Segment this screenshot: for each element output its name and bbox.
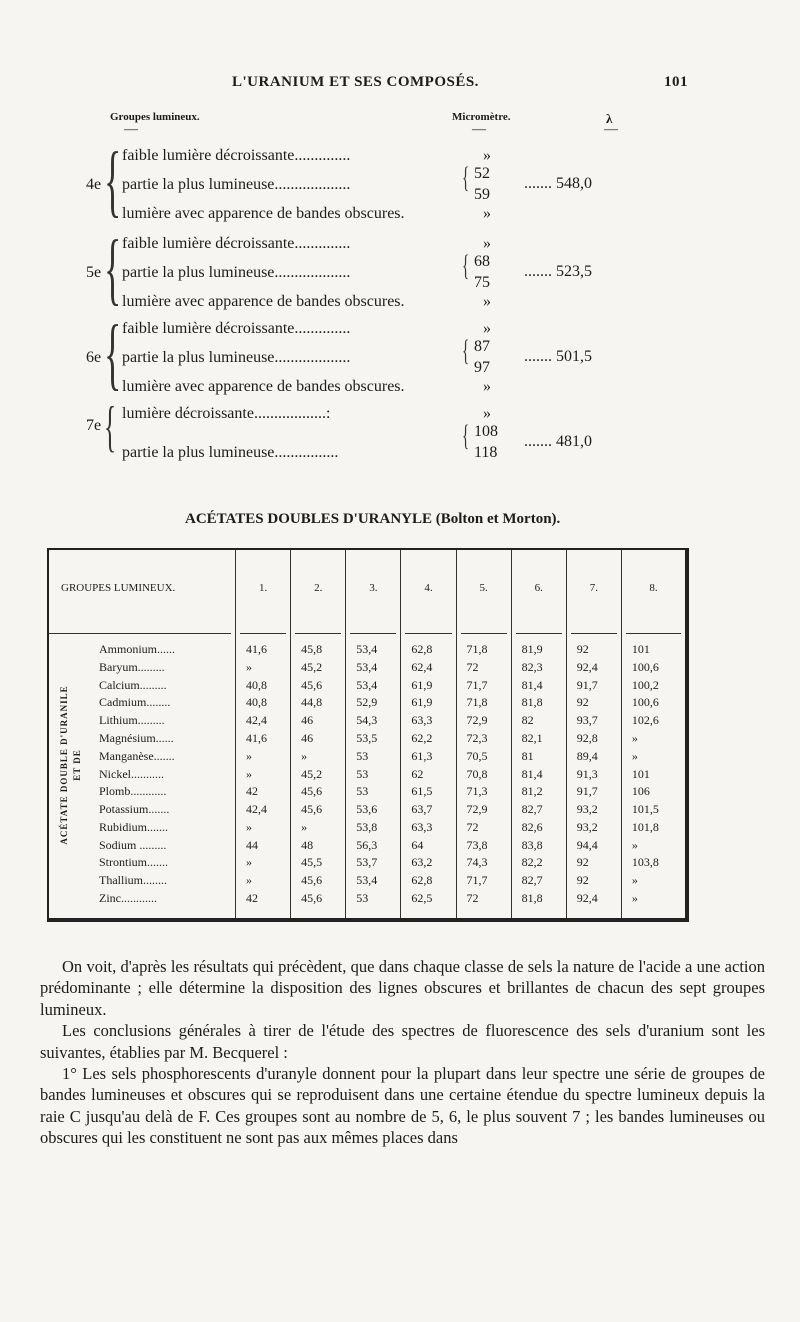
cell: 53,8 bbox=[346, 818, 401, 836]
cell: 53 bbox=[346, 890, 401, 908]
cell: 71,8 bbox=[456, 694, 511, 712]
cell: 83,8 bbox=[511, 836, 566, 854]
cell: 91,7 bbox=[566, 676, 621, 694]
group-number: 5e bbox=[86, 264, 102, 281]
cell: » bbox=[236, 854, 291, 872]
cell: 101,5 bbox=[621, 801, 685, 819]
cell: 101 bbox=[621, 765, 685, 783]
table-row bbox=[49, 730, 685, 748]
row-label: Ammonium...... bbox=[99, 642, 176, 657]
group-line: partie la plus lumineuse................... bbox=[122, 264, 351, 281]
cell: » bbox=[621, 872, 685, 890]
header-col-5: 5. bbox=[456, 550, 511, 626]
group-line: faible lumière décroissante.............. bbox=[122, 147, 351, 164]
cell: » bbox=[291, 747, 346, 765]
table-row bbox=[49, 712, 685, 730]
cell: 106 bbox=[621, 783, 685, 801]
cell: 92 bbox=[566, 872, 621, 890]
cell: 82,6 bbox=[511, 818, 566, 836]
cell: 53,4 bbox=[346, 658, 401, 676]
header-col-2: 2. bbox=[291, 550, 346, 626]
cell: » bbox=[236, 658, 291, 676]
cell: 101,8 bbox=[621, 818, 685, 836]
cell: 42 bbox=[236, 890, 291, 908]
cell: 53 bbox=[346, 765, 401, 783]
micrometre-value: » bbox=[483, 205, 491, 222]
cell: 72 bbox=[456, 890, 511, 908]
cell: 44 bbox=[236, 836, 291, 854]
cell: 45,6 bbox=[291, 801, 346, 819]
cell: 92,4 bbox=[566, 890, 621, 908]
micrometre-value: 52 bbox=[474, 165, 490, 182]
lambda-value: ....... 481,0 bbox=[524, 433, 592, 450]
paragraph: Les conclusions générales à tirer de l'étude des spectres de fluorescence des sels d'uranium sont les suivantes, établies par M. Becquerel : bbox=[40, 1021, 765, 1062]
cell: 62,8 bbox=[401, 872, 456, 890]
cell: 56,3 bbox=[346, 836, 401, 854]
cell: 93,7 bbox=[566, 712, 621, 730]
table-row bbox=[49, 676, 685, 694]
cell: 61,5 bbox=[401, 783, 456, 801]
cell: 101 bbox=[621, 641, 685, 659]
cell: 91,7 bbox=[566, 783, 621, 801]
cell: 45,2 bbox=[291, 765, 346, 783]
cell: 63,3 bbox=[401, 712, 456, 730]
cell: 81 bbox=[511, 747, 566, 765]
cell: 45,8 bbox=[291, 641, 346, 659]
side-label-line1: ACÉTATE DOUBLE D'URANILE bbox=[59, 685, 69, 845]
cell: 92,8 bbox=[566, 730, 621, 748]
group-line: lumière avec apparence de bandes obscures. bbox=[122, 293, 405, 310]
micrometre-value: » bbox=[483, 147, 491, 164]
cell: 42,4 bbox=[236, 712, 291, 730]
cell: 41,6 bbox=[236, 641, 291, 659]
cell: 81,4 bbox=[511, 676, 566, 694]
cell: 72 bbox=[456, 818, 511, 836]
cell: 42 bbox=[236, 783, 291, 801]
header-col-3: 3. bbox=[346, 550, 401, 626]
header-col-7: 7. bbox=[566, 550, 621, 626]
cell: 45,6 bbox=[291, 890, 346, 908]
cell: 62,2 bbox=[401, 730, 456, 748]
group-line: lumière avec apparence de bandes obscures. bbox=[122, 205, 405, 222]
cell: 92,4 bbox=[566, 658, 621, 676]
dash: — bbox=[124, 122, 138, 137]
cell: 70,5 bbox=[456, 747, 511, 765]
cell: » bbox=[291, 818, 346, 836]
cell: 45,5 bbox=[291, 854, 346, 872]
cell: 63,2 bbox=[401, 854, 456, 872]
brace: { bbox=[462, 419, 470, 452]
cell: 92 bbox=[566, 854, 621, 872]
micrometre-value: 87 bbox=[474, 338, 490, 355]
cell: 53,5 bbox=[346, 730, 401, 748]
micrometre-value: 59 bbox=[474, 186, 490, 203]
cell: 71,7 bbox=[456, 676, 511, 694]
group-line: partie la plus lumineuse................ bbox=[122, 444, 339, 461]
cell: 103,8 bbox=[621, 854, 685, 872]
cell: 91,3 bbox=[566, 765, 621, 783]
side-label-line2: ET DE bbox=[72, 749, 82, 781]
row-label: Calcium......... bbox=[99, 677, 167, 692]
cell: 61,9 bbox=[401, 676, 456, 694]
cell: 40,8 bbox=[236, 694, 291, 712]
brace: { bbox=[104, 396, 117, 458]
table-row bbox=[49, 765, 685, 783]
cell: 53,4 bbox=[346, 641, 401, 659]
cell: 71,7 bbox=[456, 872, 511, 890]
row-label: Lithium......... bbox=[99, 713, 165, 728]
cell: 46 bbox=[291, 730, 346, 748]
micrometre-value: 75 bbox=[474, 274, 490, 291]
cell: 46 bbox=[291, 712, 346, 730]
cell: » bbox=[621, 730, 685, 748]
col-groups-label: Groupes lumineux. bbox=[110, 111, 200, 123]
cell: 72,9 bbox=[456, 801, 511, 819]
table-row bbox=[49, 783, 685, 801]
page-number: 101 bbox=[664, 74, 688, 90]
data-table bbox=[47, 548, 689, 922]
side-label bbox=[51, 620, 91, 910]
cell: » bbox=[236, 818, 291, 836]
row-label: Thallium........ bbox=[99, 873, 167, 888]
row-label: Rubidium....... bbox=[99, 819, 169, 834]
micrometre-value: » bbox=[483, 235, 491, 252]
group-line: lumière avec apparence de bandes obscures. bbox=[122, 378, 405, 395]
cell: 100,6 bbox=[621, 658, 685, 676]
table-row bbox=[49, 818, 685, 836]
cell: 62,4 bbox=[401, 658, 456, 676]
table-row bbox=[49, 890, 685, 908]
cell: 71,3 bbox=[456, 783, 511, 801]
cell: 73,8 bbox=[456, 836, 511, 854]
micrometre-value: 97 bbox=[474, 359, 490, 376]
cell: 64 bbox=[401, 836, 456, 854]
row-label: Plomb............ bbox=[99, 784, 167, 799]
cell: 72 bbox=[456, 658, 511, 676]
header-groups: GROUPES LUMINEUX. bbox=[61, 582, 176, 594]
body-text bbox=[40, 956, 765, 1149]
cell: 93,2 bbox=[566, 818, 621, 836]
header-col-1: 1. bbox=[236, 550, 291, 626]
cell: 81,9 bbox=[511, 641, 566, 659]
micrometre-value: 118 bbox=[474, 444, 498, 461]
cell: 82,1 bbox=[511, 730, 566, 748]
cell: 62,8 bbox=[401, 641, 456, 659]
table-row bbox=[49, 854, 685, 872]
group-line: faible lumière décroissante.............. bbox=[122, 320, 351, 337]
cell: 53 bbox=[346, 783, 401, 801]
group-number: 4e bbox=[86, 176, 102, 193]
cell: 45,2 bbox=[291, 658, 346, 676]
cell: 82 bbox=[511, 712, 566, 730]
cell: 72,3 bbox=[456, 730, 511, 748]
cell: 82,7 bbox=[511, 872, 566, 890]
table-row bbox=[49, 747, 685, 765]
cell: 53,7 bbox=[346, 854, 401, 872]
cell: 53,4 bbox=[346, 676, 401, 694]
cell: 52,9 bbox=[346, 694, 401, 712]
table-row bbox=[49, 872, 685, 890]
table-row bbox=[49, 801, 685, 819]
cell: 71,8 bbox=[456, 641, 511, 659]
table-row bbox=[49, 641, 685, 659]
group-number: 6e bbox=[86, 349, 102, 366]
cell: 61,3 bbox=[401, 747, 456, 765]
cell: » bbox=[621, 747, 685, 765]
table-row bbox=[49, 836, 685, 854]
row-label: Nickel........... bbox=[99, 766, 164, 781]
cell: 63,3 bbox=[401, 818, 456, 836]
cell: 72,9 bbox=[456, 712, 511, 730]
micrometre-value: » bbox=[483, 320, 491, 337]
cell: 45,6 bbox=[291, 872, 346, 890]
col-micrometre-label: Micromètre. bbox=[452, 111, 511, 123]
running-title: L'URANIUM ET SES COMPOSÉS. bbox=[232, 74, 479, 90]
cell: 81,8 bbox=[511, 694, 566, 712]
dash: — bbox=[604, 122, 618, 137]
cell: 40,8 bbox=[236, 676, 291, 694]
cell: » bbox=[621, 836, 685, 854]
cell: 44,8 bbox=[291, 694, 346, 712]
group-line: faible lumière décroissante.............. bbox=[122, 235, 351, 252]
cell: 82,7 bbox=[511, 801, 566, 819]
group-line: partie la plus lumineuse................... bbox=[122, 349, 351, 366]
header-col-4: 4. bbox=[401, 550, 456, 626]
cell: 45,6 bbox=[291, 676, 346, 694]
cell: 94,4 bbox=[566, 836, 621, 854]
cell: 89,4 bbox=[566, 747, 621, 765]
cell: 62,5 bbox=[401, 890, 456, 908]
cell: 63,7 bbox=[401, 801, 456, 819]
cell: 82,3 bbox=[511, 658, 566, 676]
cell: 62 bbox=[401, 765, 456, 783]
cell: » bbox=[236, 747, 291, 765]
cell: 74,3 bbox=[456, 854, 511, 872]
cell: 42,4 bbox=[236, 801, 291, 819]
lambda-value: ....... 523,5 bbox=[524, 263, 592, 280]
cell: 41,6 bbox=[236, 730, 291, 748]
cell: 61,9 bbox=[401, 694, 456, 712]
cell: 81,2 bbox=[511, 783, 566, 801]
table-title: ACÉTATES DOUBLES D'URANYLE (Bolton et Morton). bbox=[185, 511, 561, 527]
cell: 92 bbox=[566, 641, 621, 659]
group-line: partie la plus lumineuse................... bbox=[122, 176, 351, 193]
col-lambda-label: λ bbox=[606, 111, 613, 126]
cell: 100,2 bbox=[621, 676, 685, 694]
cell: 102,6 bbox=[621, 712, 685, 730]
cell: 92 bbox=[566, 694, 621, 712]
cell: 53,6 bbox=[346, 801, 401, 819]
cell: 81,4 bbox=[511, 765, 566, 783]
brace: { bbox=[462, 334, 470, 367]
row-label: Strontium....... bbox=[99, 855, 169, 870]
brace: { bbox=[104, 137, 122, 225]
dash: — bbox=[472, 122, 486, 137]
cell: 82,2 bbox=[511, 854, 566, 872]
row-label: Manganèse....... bbox=[99, 748, 175, 763]
brace: { bbox=[104, 225, 122, 313]
row-label: Zinc............ bbox=[99, 890, 157, 905]
micrometre-value: » bbox=[483, 405, 491, 422]
cell: 93,2 bbox=[566, 801, 621, 819]
micrometre-value: » bbox=[483, 293, 491, 310]
row-label: Cadmium........ bbox=[99, 695, 171, 710]
header-col-6: 6. bbox=[511, 550, 566, 626]
cell: 70,8 bbox=[456, 765, 511, 783]
micrometre-value: 68 bbox=[474, 253, 490, 270]
paragraph: 1° Les sels phosphorescents d'uranyle donnent pour la plupart dans leur spectre une série de groupes de bandes lumineuses et obscures qui se reproduisent dans une certaine étendue du spectre lumineux depuis la raie C jusqu'au delà de F. Ces groupes sont au nombre de 5, 6, le plus souvent 7 ; les bandes lumineuses ou obscures qui les constituent ne sont pas aux mêmes places dans bbox=[40, 1064, 765, 1148]
brace: { bbox=[462, 249, 470, 282]
cell: 81,8 bbox=[511, 890, 566, 908]
cell: 48 bbox=[291, 836, 346, 854]
table-row bbox=[49, 658, 685, 676]
cell: » bbox=[236, 765, 291, 783]
header-rule bbox=[49, 626, 685, 641]
group-number: 7e bbox=[86, 417, 102, 434]
micrometre-value: » bbox=[483, 378, 491, 395]
row-label: Potassium....... bbox=[99, 802, 170, 817]
cell: 45,6 bbox=[291, 783, 346, 801]
row-label: Sodium ......... bbox=[99, 837, 167, 852]
brace: { bbox=[462, 161, 470, 194]
header-col-8: 8. bbox=[621, 550, 685, 626]
brace: { bbox=[104, 310, 122, 398]
group-line: lumière décroissante..................: bbox=[122, 405, 331, 422]
cell: » bbox=[236, 872, 291, 890]
cell: 53 bbox=[346, 747, 401, 765]
cell: 54,3 bbox=[346, 712, 401, 730]
micrometre-value: 108 bbox=[474, 423, 498, 440]
cell: 53,4 bbox=[346, 872, 401, 890]
row-label: Magnésium...... bbox=[99, 730, 174, 745]
spacer-row bbox=[49, 907, 685, 918]
lambda-value: ....... 501,5 bbox=[524, 348, 592, 365]
row-label: Baryum......... bbox=[99, 659, 165, 674]
cell: » bbox=[621, 890, 685, 908]
table-header-row bbox=[49, 550, 685, 626]
paragraph: On voit, d'après les résultats qui précèdent, que dans chaque classe de sels la nature de l'acide a une action prédominante ; elle détermine la disposition des lignes obscures et brillantes de chacun des sept groupes lumineux. bbox=[40, 957, 765, 1019]
table-row bbox=[49, 694, 685, 712]
cell: 100,6 bbox=[621, 694, 685, 712]
lambda-value: ....... 548,0 bbox=[524, 175, 592, 192]
